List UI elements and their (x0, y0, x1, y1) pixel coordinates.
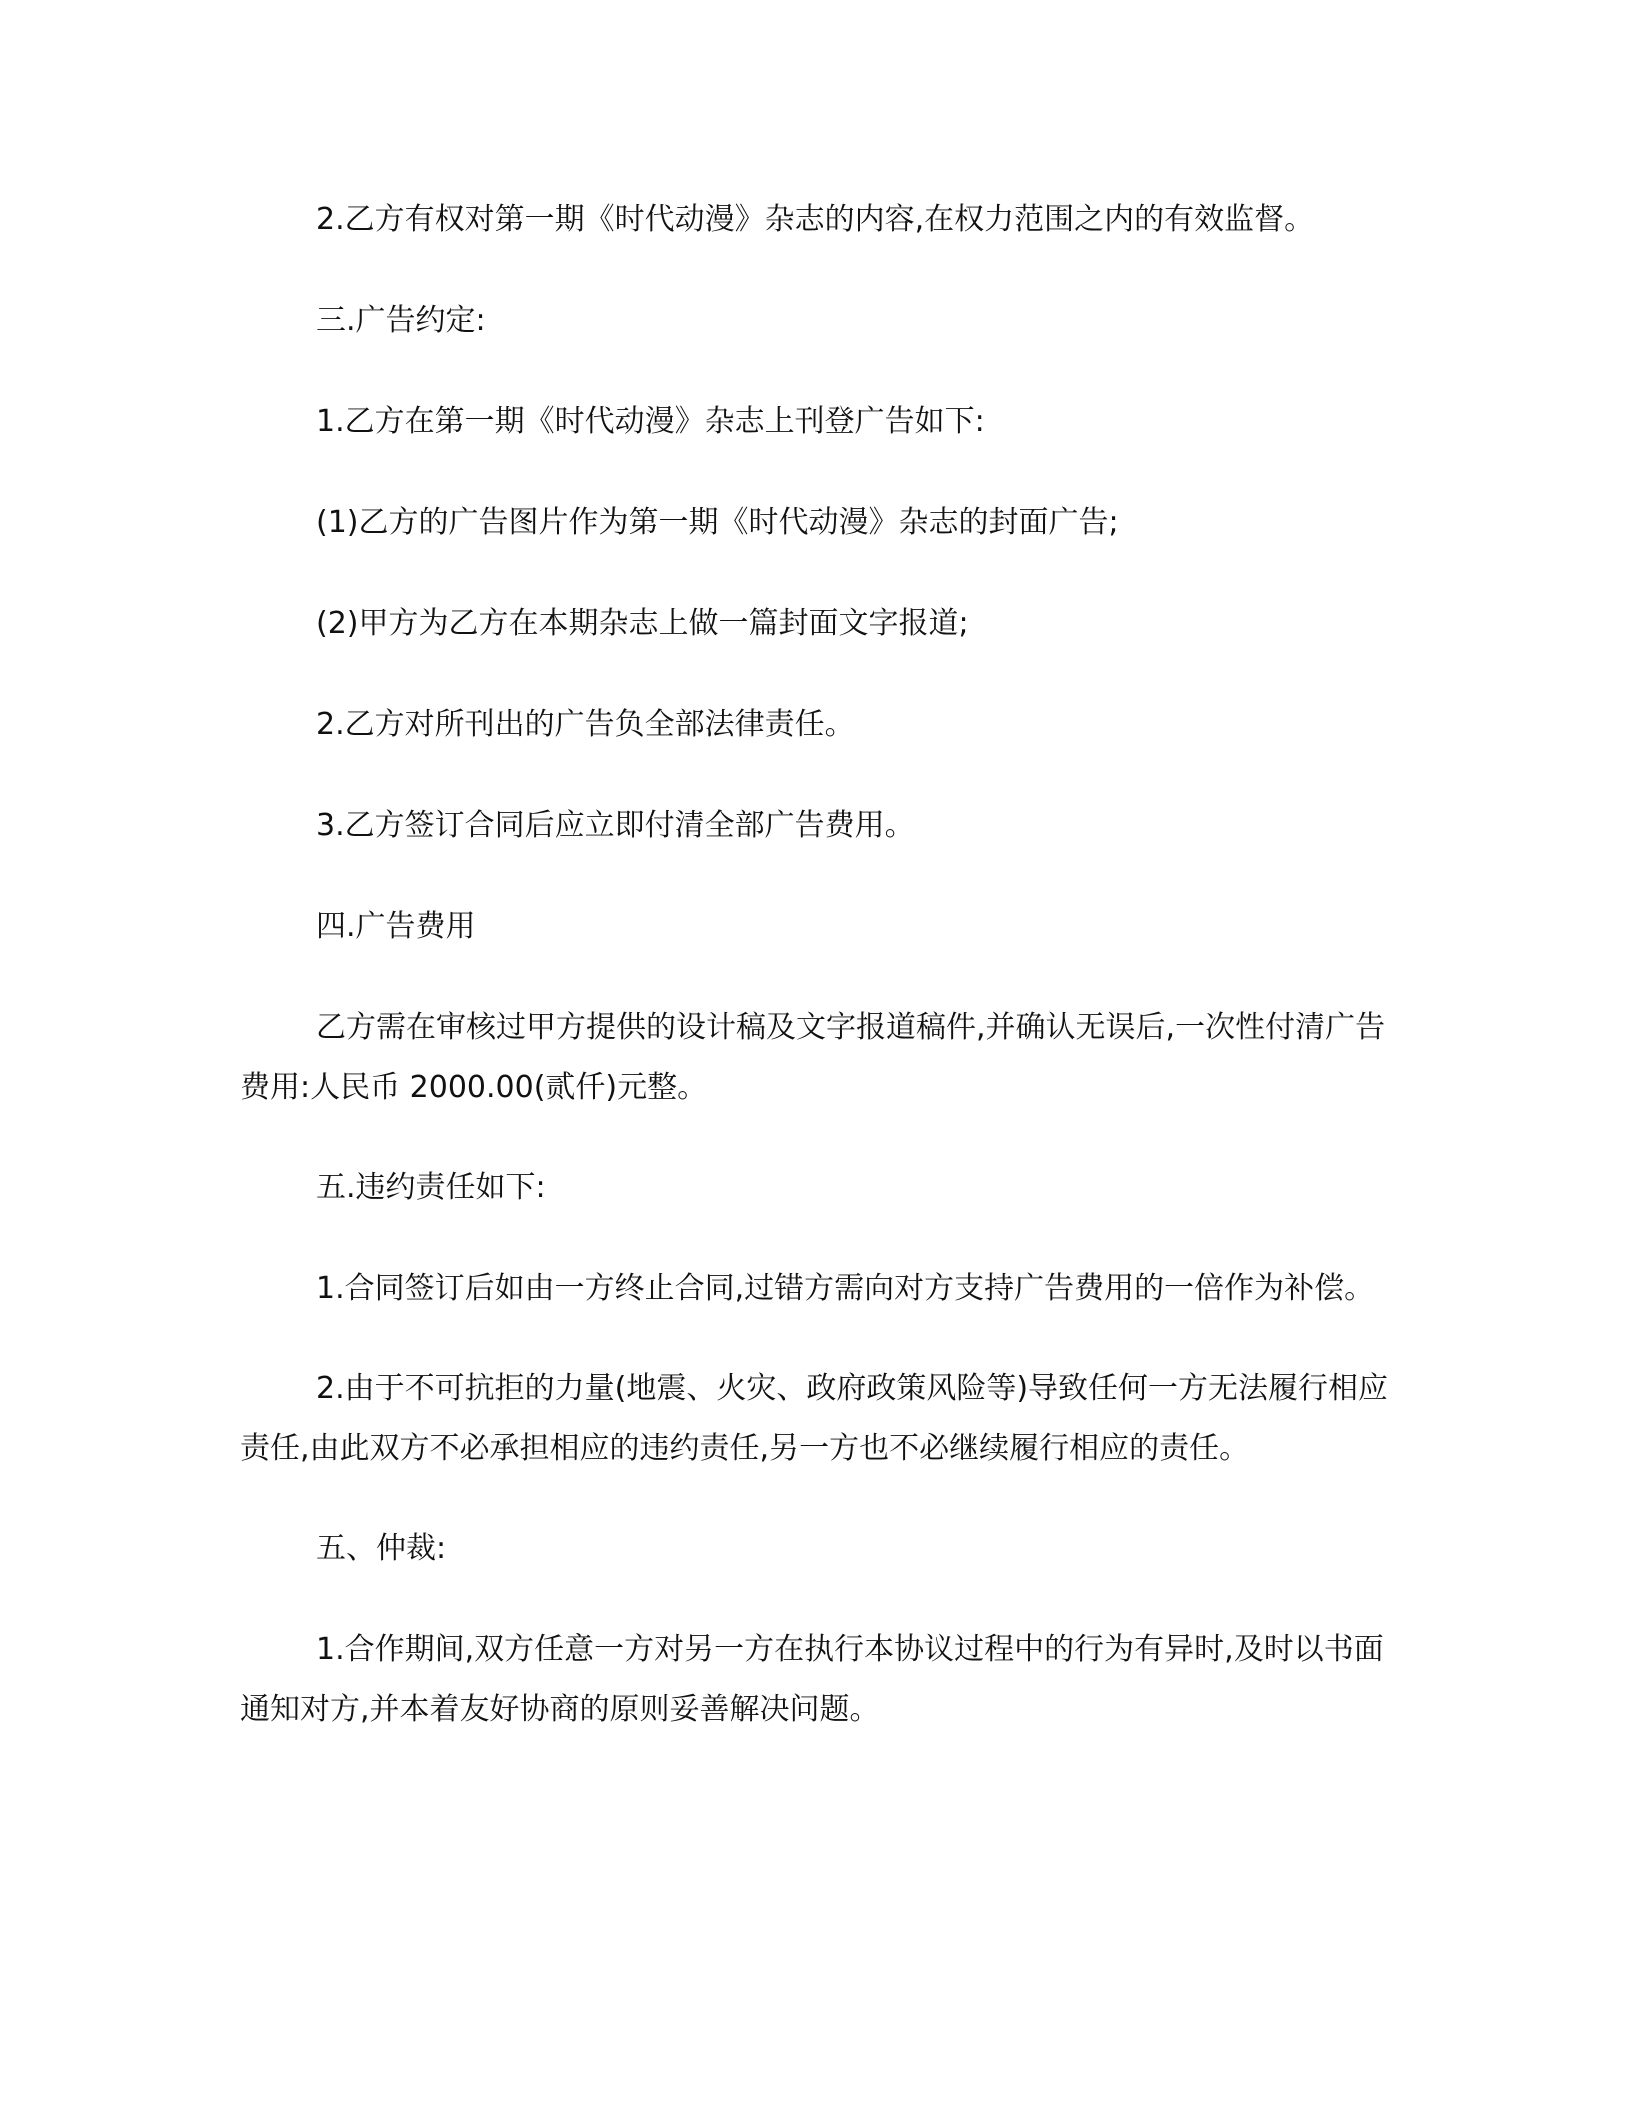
paragraph-ad-placement: 1.乙方在第一期《时代动漫》杂志上刊登广告如下: (316, 404, 985, 439)
section-heading-ad-agreement: 三.广告约定: (316, 303, 486, 338)
paragraph-cover-report: (2)甲方为乙方在本期杂志上做一篇封面文字报道; (316, 606, 969, 641)
document-body (240, 190, 1390, 1780)
paragraph-force-majeure: 2.由于不可抗拒的力量(地震、火灾、政府政策风险等)导致任何一方无法履行相应责任,由此双方不必承担相应的违约责任,另一方也不必继续履行相应的责任。 (240, 1371, 1389, 1466)
paragraph-payment-timing: 3.乙方签订合同后应立即付清全部广告费用。 (316, 808, 915, 843)
paragraph-dispute-resolution: 1.合作期间,双方任意一方对另一方在执行本协议过程中的行为有异时,及时以书面通知对方,并本着友好协商的原则妥善解决问题。 (240, 1632, 1384, 1727)
paragraph-legal-responsibility: 2.乙方对所刊出的广告负全部法律责任。 (316, 707, 855, 742)
paragraph-supervision-right: 2.乙方有权对第一期《时代动漫》杂志的内容,在权力范围之内的有效监督。 (316, 202, 1315, 237)
section-heading-arbitration: 五、仲裁: (316, 1531, 447, 1566)
paragraph-fee-amount: 乙方需在审核过甲方提供的设计稿及文字报道稿件,并确认无误后,一次性付清广告费用:人民币 2000.00(贰仟)元整。 (240, 1010, 1386, 1105)
paragraph-termination-compensation: 1.合同签订后如由一方终止合同,过错方需向对方支持广告费用的一倍作为补偿。 (316, 1271, 1375, 1306)
section-heading-ad-fee: 四.广告费用 (316, 909, 476, 944)
section-heading-breach: 五.违约责任如下: (316, 1170, 546, 1205)
paragraph-cover-ad: (1)乙方的广告图片作为第一期《时代动漫》杂志的封面广告; (316, 505, 1119, 540)
